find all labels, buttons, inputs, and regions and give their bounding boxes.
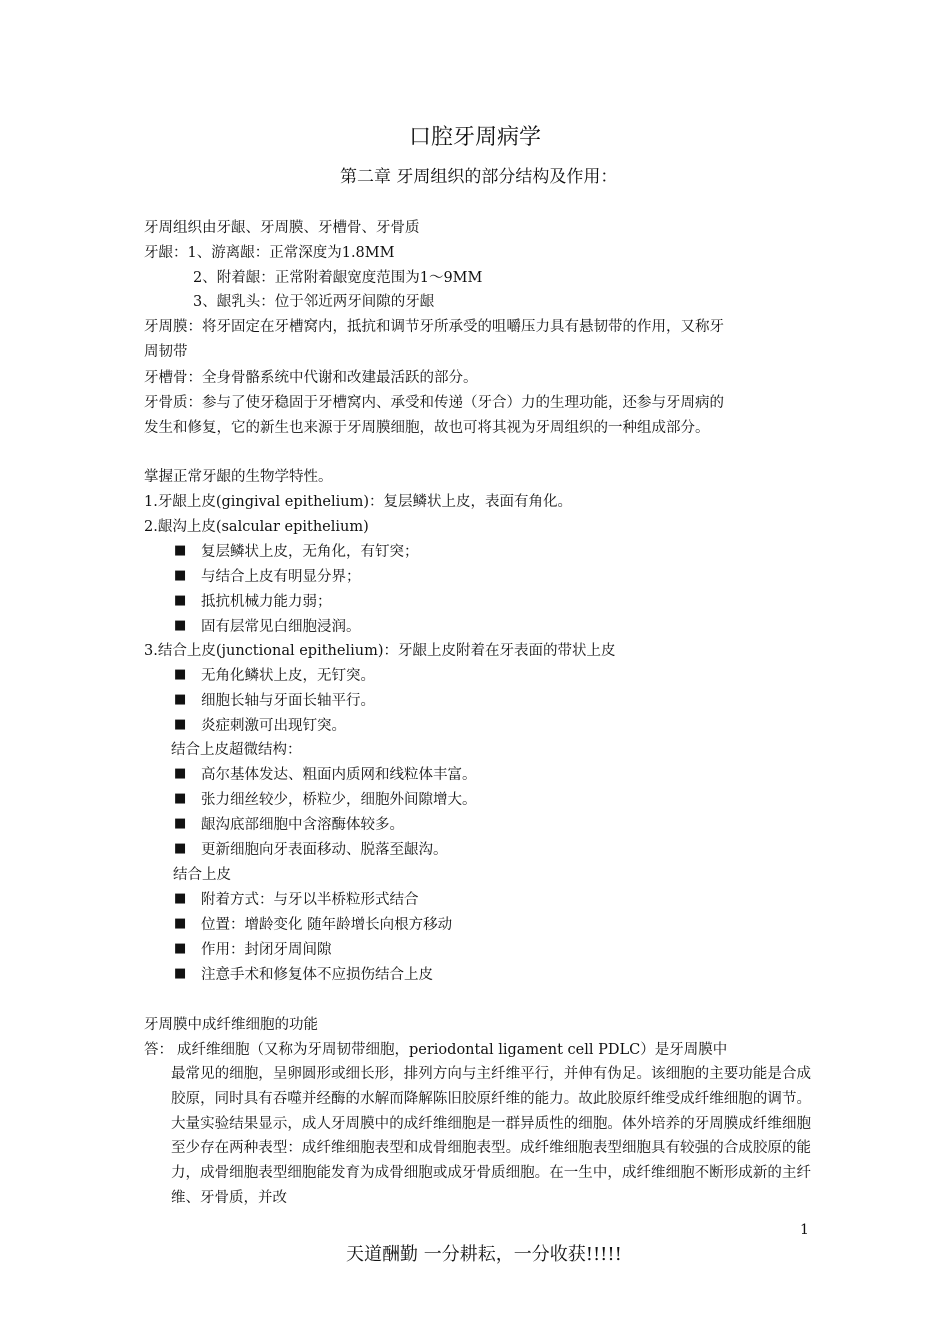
list-item: 高尔基体发达、粗面内质网和线粒体丰富。 bbox=[201, 767, 477, 783]
bullet-icon: ■ bbox=[174, 618, 187, 633]
answer-paragraph: 最常见的细胞，呈卵圆形或细长形，排列方向与主纤维平行，并伸有伪足。该细胞的主要功能是合成胶原，同时具有吞噬并经酶的水解而降解陈旧胶原纤维的能力。故此胶原纤维受成纤维细胞的调节。大量实验结果显示，成人牙周膜中的成纤维细胞是一群异质性的细胞。体外培养的牙周膜成纤维细胞至少存在两种表型：成纤维细胞表型和成骨细胞表型。成纤维细胞表型细胞具有较强的合成胶原的能力，成骨细胞表型细胞能发育为成骨细胞或成牙骨质细胞。在一生中，成纤维细胞不断形成新的主纤维、牙骨质，并改 bbox=[171, 1066, 811, 1206]
bullet-icon: ■ bbox=[174, 568, 187, 583]
junctional-epithelium-item: 3.结合上皮(junctional epithelium)：牙龈上皮附着在牙表面的带状上皮 bbox=[144, 643, 616, 659]
list-item: 位置：增龄变化 随年龄增长向根方移动 bbox=[201, 917, 453, 933]
bullet-icon: ■ bbox=[174, 717, 187, 732]
bullet-icon: ■ bbox=[174, 891, 187, 906]
bullet-icon: ■ bbox=[174, 667, 187, 682]
list-item: 作用：封闭牙周间隙 bbox=[201, 942, 332, 958]
list-item: 无角化鳞状上皮，无钉突。 bbox=[201, 668, 375, 684]
bullet-icon: ■ bbox=[174, 766, 187, 781]
list-item: 抵抗机械力能力弱； bbox=[201, 594, 332, 610]
list-item: 固有层常见白细胞浸润。 bbox=[201, 619, 361, 635]
answer-first-line: 成纤维细胞（又称为牙周韧带细胞，periodontal ligament cell PDLC）是牙周膜中 bbox=[177, 1042, 728, 1058]
periodontium-intro: 牙周组织由牙龈、牙周膜、牙槽骨、牙骨质 bbox=[144, 220, 420, 236]
gingiva-item-3: 3、龈乳头：位于邻近两牙间隙的牙龈 bbox=[193, 294, 435, 310]
chapter-title: 第二章 牙周组织的部分结构及作用： bbox=[340, 167, 618, 187]
bullet-icon: ■ bbox=[174, 916, 187, 931]
gingiva-bio-heading: 掌握正常牙龈的生物学特性。 bbox=[144, 469, 333, 485]
gingiva-item-2: 2、附着龈：正常附着龈宽度范围为1～9MM bbox=[193, 270, 483, 286]
bullet-icon: ■ bbox=[174, 543, 187, 558]
document-title: 口腔牙周病学 bbox=[408, 125, 541, 150]
bullet-icon: ■ bbox=[174, 692, 187, 707]
cementum-desc-line-1: 牙骨质：参与了使牙稳固于牙槽窝内、承受和传递（牙合）力的生理功能，还参与牙周病的 bbox=[144, 395, 724, 411]
page-number: 1 bbox=[800, 1222, 809, 1238]
list-item: 细胞长轴与牙面长轴平行。 bbox=[201, 693, 375, 709]
bullet-icon: ■ bbox=[174, 593, 187, 608]
bullet-icon: ■ bbox=[174, 816, 187, 831]
list-item: 炎症刺激可出现钉突。 bbox=[201, 718, 346, 734]
sulcular-epithelium-item: 2.龈沟上皮(salcular epithelium) bbox=[144, 519, 369, 535]
pdl-desc-line-1: 牙周膜：将牙固定在牙槽窝内，抵抗和调节牙所承受的咀嚼压力具有悬韧带的作用，又称牙 bbox=[144, 319, 724, 335]
bullet-icon: ■ bbox=[174, 966, 187, 981]
list-item: 更新细胞向牙表面移动、脱落至龈沟。 bbox=[201, 842, 448, 858]
bullet-icon: ■ bbox=[174, 941, 187, 956]
junctional-epithelium-heading: 结合上皮 bbox=[173, 867, 231, 883]
answer-label: 答： bbox=[144, 1042, 173, 1058]
list-item: 附着方式：与牙以半桥粒形式结合 bbox=[201, 892, 419, 908]
alveolar-bone-desc: 牙槽骨：全身骨骼系统中代谢和改建最活跃的部分。 bbox=[144, 370, 478, 386]
ultrastructure-heading: 结合上皮超微结构： bbox=[171, 742, 302, 758]
list-item: 龈沟底部细胞中含溶酶体较多。 bbox=[201, 817, 404, 833]
pdl-desc-line-2: 周韧带 bbox=[144, 344, 188, 360]
list-item: 张力细丝较少，桥粒少，细胞外间隙增大。 bbox=[201, 792, 477, 808]
list-item: 与结合上皮有明显分界； bbox=[201, 569, 361, 585]
list-item: 注意手术和修复体不应损伤结合上皮 bbox=[201, 967, 433, 983]
gingiva-item-1: 牙龈：1、游离龈：正常深度为1.8MM bbox=[144, 245, 395, 261]
fibroblast-heading: 牙周膜中成纤维细胞的功能 bbox=[144, 1017, 318, 1033]
gingival-epithelium-item: 1.牙龈上皮(gingival epithelium)：复层鳞状上皮，表面有角化。 bbox=[144, 494, 573, 510]
bullet-icon: ■ bbox=[174, 841, 187, 856]
cementum-desc-line-2: 发生和修复，它的新生也来源于牙周膜细胞，故也可将其视为牙周组织的一种组成部分。 bbox=[144, 420, 710, 436]
footer-motto: 天道酬勤 一分耕耘，一分收获!!!!! bbox=[346, 1244, 622, 1265]
list-item: 复层鳞状上皮，无角化，有钉突； bbox=[201, 544, 419, 560]
bullet-icon: ■ bbox=[174, 791, 187, 806]
